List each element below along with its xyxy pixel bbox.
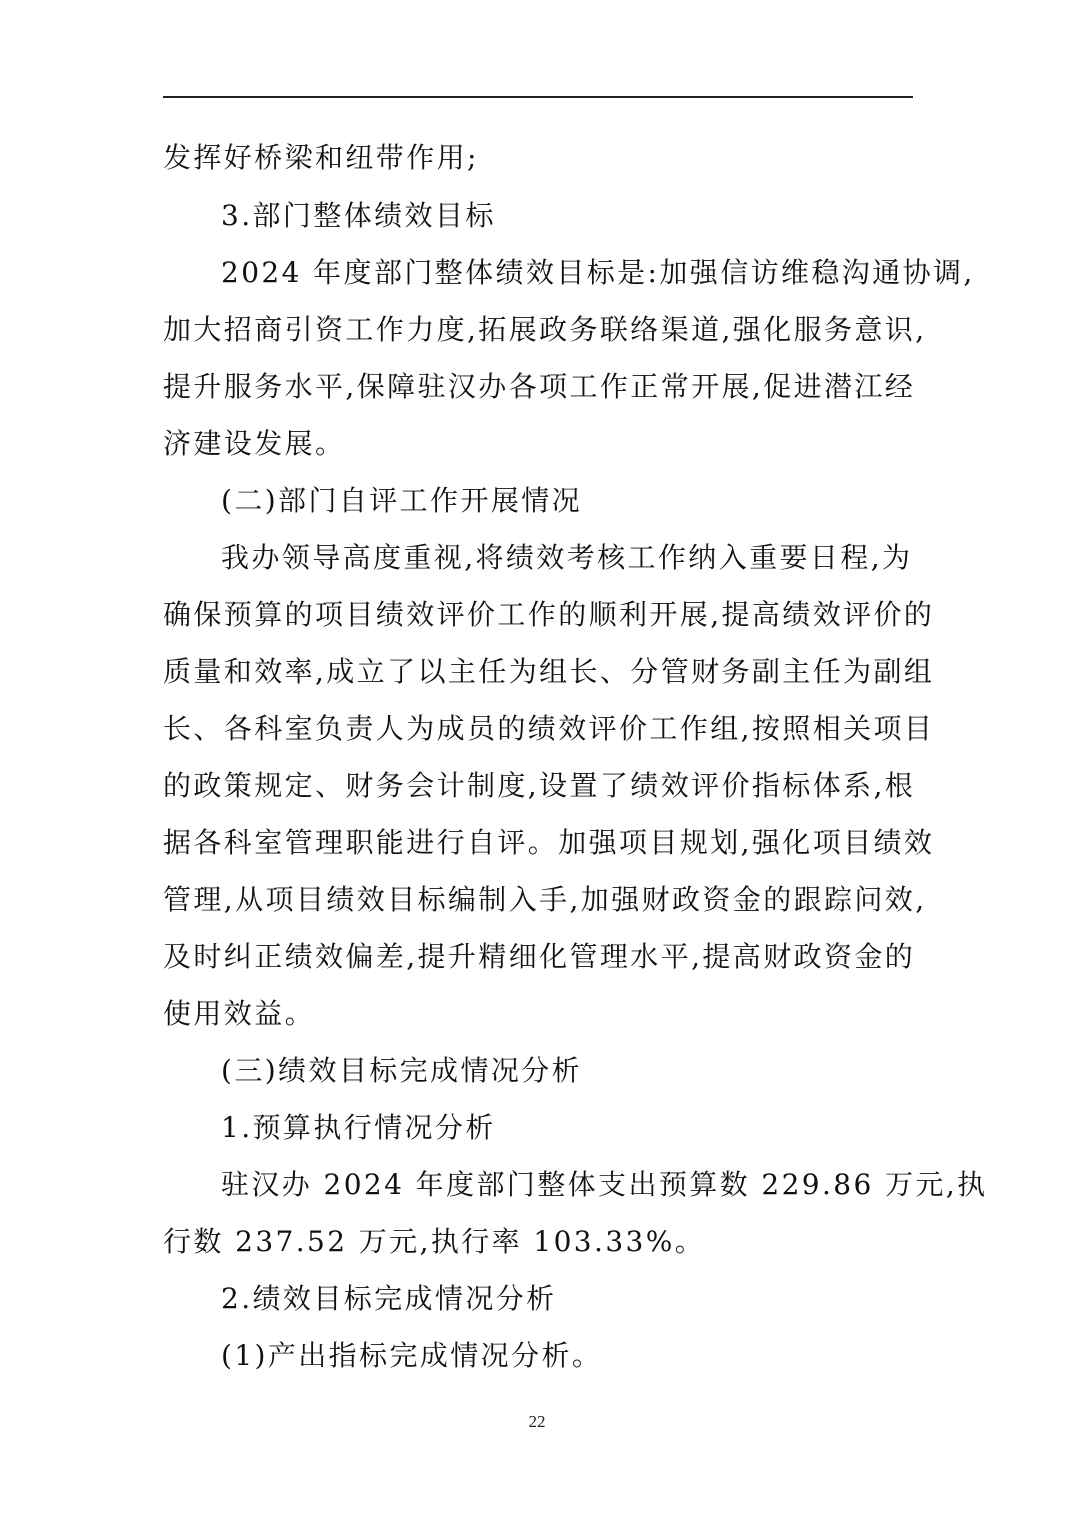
section-heading: (1)产出指标完成情况分析。	[221, 1339, 603, 1372]
section-heading: (三)绩效目标完成情况分析	[221, 1054, 583, 1087]
text-line: 及时纠正绩效偏差,提升精细化管理水平,提高财政资金的	[163, 940, 916, 973]
page-number: 22	[528, 1412, 546, 1431]
text-line: 确保预算的项目绩效评价工作的顺利开展,提高绩效评价的	[163, 598, 935, 631]
text-line: 发挥好桥梁和纽带作用;	[163, 141, 479, 174]
text-line: 济建设发展。	[163, 427, 346, 460]
section-heading: 3.部门整体绩效目标	[221, 199, 496, 232]
section-heading: 2.绩效目标完成情况分析	[221, 1282, 557, 1315]
text-line: 质量和效率,成立了以主任为组长、分管财务副主任为副组	[163, 655, 935, 688]
text-line: 行数 237.52 万元,执行率 103.33%。	[163, 1225, 706, 1258]
text-line: 管理,从项目绩效目标编制入手,加强财政资金的跟踪问效,	[163, 883, 927, 916]
section-heading: 1.预算执行情况分析	[221, 1111, 496, 1144]
text-line: 的政策规定、财务会计制度,设置了绩效评价指标体系,根	[163, 769, 916, 802]
text-line: 使用效益。	[163, 997, 316, 1030]
section-heading: (二)部门自评工作开展情况	[221, 484, 583, 517]
text-line: 长、各科室负责人为成员的绩效评价工作组,按照相关项目	[163, 712, 935, 745]
text-line: 提升服务水平,保障驻汉办各项工作正常开展,促进潜江经	[163, 370, 916, 403]
text-line: 据各科室管理职能进行自评。加强项目规划,强化项目绩效	[163, 826, 935, 859]
text-line: 我办领导高度重视,将绩效考核工作纳入重要日程,为	[221, 541, 913, 574]
text-line: 加大招商引资工作力度,拓展政务联络渠道,强化服务意识,	[163, 313, 927, 346]
text-line: 驻汉办 2024 年度部门整体支出预算数 229.86 万元,执	[221, 1168, 988, 1201]
text-line: 2024 年度部门整体绩效目标是:加强信访维稳沟通协调,	[221, 256, 975, 289]
